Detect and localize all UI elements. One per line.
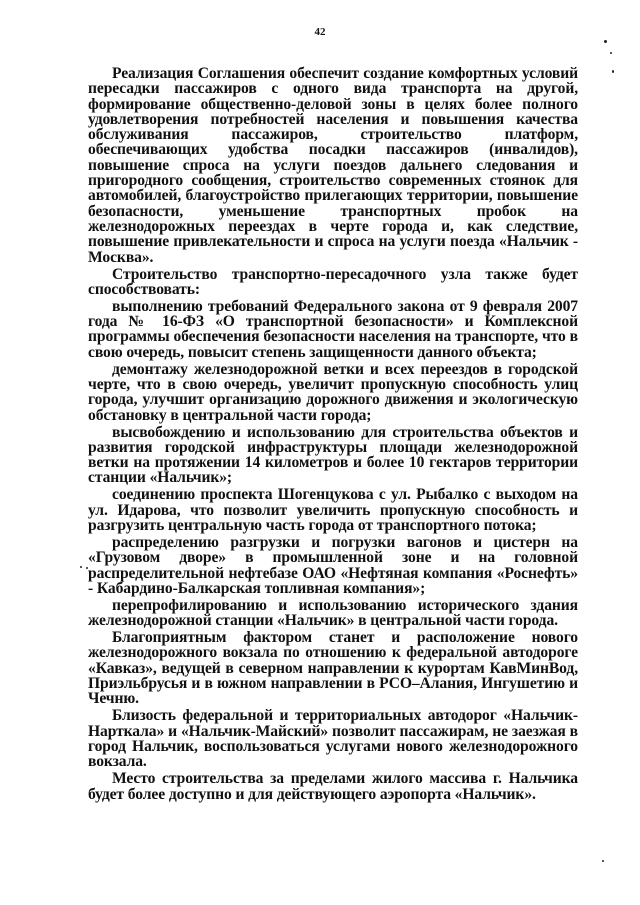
paragraph-station-location: Благоприятным фактором станет и расположение нового железнодорожного вокзала по отношению к федеральной автодороге «Кавказ», ведущей в северном направлении к курортам КавМинВод, Приэльбрусья и в южном направлении в РСО–Алания, Ингушетию и Чечню. <box>88 629 578 708</box>
paragraph-highways-proximity: Близость федеральной и территориальных автодорог «Нальчик-Нарткала» и «Нальчик-Майский» позволит пассажирам, не заезжая в город Нальчик, воспользоваться услугами нового железнодорожного вокзала. <box>88 707 578 771</box>
scan-speck <box>602 860 604 862</box>
paragraph-airport-access: Место строительства за пределами жилого массива г. Нальчика будет более доступно и для действующего аэропорта «Нальчик». <box>88 770 578 803</box>
scan-speck <box>604 40 607 43</box>
scan-speck <box>80 566 82 568</box>
paragraph-hub-intro: Строительство транспортно-пересадочного узла также будет способствовать: <box>88 265 578 298</box>
paragraph-connect-avenue: соединению проспекта Шогенцукова с ул. Рыбалко с выходом на ул. Идарова, что позволит увеличить пропускную способность и разгрузить центральную часть города от транспортного потока; <box>88 486 578 535</box>
paragraph-historic-station: перепрофилированию и использованию исторического здания железнодорожной станции «Нальчик» в центральной части города. <box>88 596 578 630</box>
scan-speck <box>86 567 88 569</box>
paragraph-transport-security-law: выполнению требований Федерального закона от 9 февраля 2007 года № 16-ФЗ «О транспортной безопасности» и Комплексной программы обеспечения безопасности населения на транспорте, что в свою очередь, повысит степень защищенности данного объекта; <box>88 297 578 361</box>
paragraph-dismantle-railway-branch: демонтажу железнодорожной ветки и всех переездов в городской черте, что в свою очередь, увеличит пропускную способность улиц города, улучшит организацию дорожного движения и экологическую обстановку в центральной части города; <box>88 360 578 424</box>
scan-speck <box>612 70 614 73</box>
paragraph-agreement-benefits: Реализация Соглашения обеспечит создание комфортных условий пересадки пассажиров с одного вида транспорта на другой, формирование общественно-деловой зоны в целях более полного удовлетворения потребностей населения и повышения качества обслуживания пассажиров, строительство платформ, обеспечивающих удобства посадки пассажиров (инвалидов), повышение спроса на услуги поездов дальнего следования и пригородного сообщения, строительство современных стоянок для автомобилей, благоустройство прилегающих территории, повышение безопасности, уменьшение транспортных пробок на железнодорожных переездах в черте города и, как следствие, повышение привлекательности и спроса на услуги поезда «Нальчик - Москва». <box>88 65 578 266</box>
page-number: 42 <box>314 26 326 38</box>
document-body <box>88 66 578 804</box>
paragraph-freight-distribution: распределению разгрузки и погрузки вагонов и цистерн на «Грузовом дворе» в промышленной зоне и на головной распределительной нефтебазе ОАО «Нефтяная компания «Роснефть» - Кабардино-Балкарская топливная компания»; <box>88 534 578 597</box>
paragraph-release-land: высвобождению и использованию для строительства объектов и развития городской инфраструктуры площади железнодорожной ветки на протяжении 14 километров и более 10 гектаров территории станции «Нальчик»; <box>88 423 578 487</box>
scan-speck <box>610 52 612 54</box>
